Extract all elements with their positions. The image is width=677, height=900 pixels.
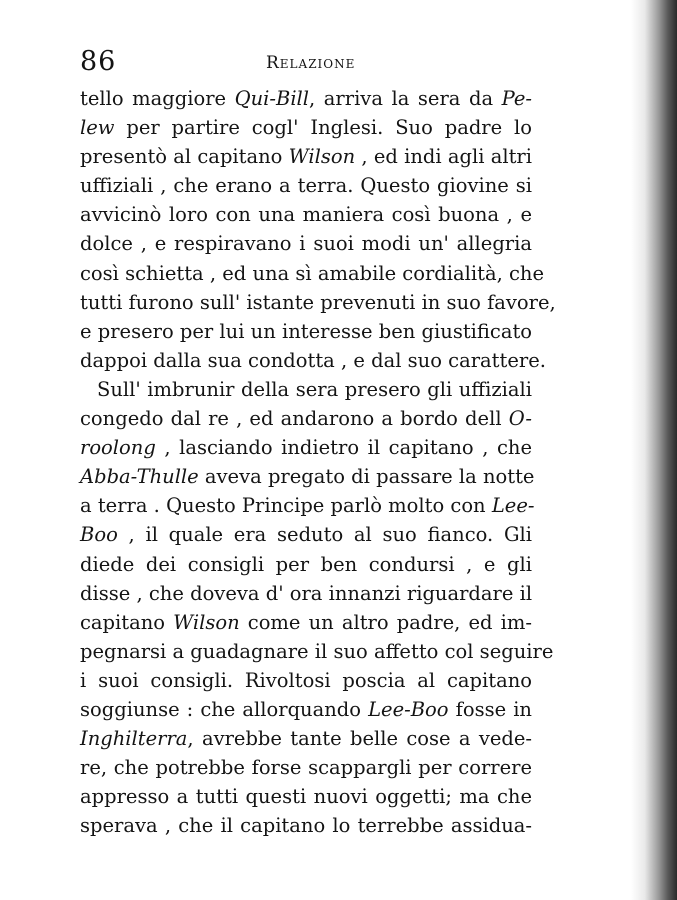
text-segment: tutti furono sull' istante prevenuti in suo favore, <box>80 290 556 314</box>
text-segment: soggiunse : che allorquando <box>80 697 369 721</box>
italic-name: Pe- <box>501 87 532 110</box>
text-line <box>80 666 532 695</box>
body-text <box>80 84 556 840</box>
text-segment: i suoi consigli. Rivoltosi poscia al capitano <box>80 668 532 692</box>
text-segment: dappoi dalla sua condotta , e dal suo carattere. <box>80 348 546 372</box>
book-gutter-edge <box>631 0 677 900</box>
text-segment: fosse in <box>448 697 532 721</box>
text-line <box>80 142 532 171</box>
italic-name: Qui-Bill <box>234 87 310 110</box>
text-segment: disse , che doveva d' ora innanzi riguardare il <box>80 581 533 605</box>
text-segment: re, che potrebbe forse scappargli per correre <box>80 756 532 780</box>
text-segment: congedo dal re , ed andarono a bordo dell <box>80 407 509 431</box>
italic-name: roolong <box>80 436 156 460</box>
text-segment: , avrebbe tante belle cose a vede- <box>187 727 532 751</box>
text-segment: per partire cogl' Inglesi. Suo padre lo <box>114 116 532 140</box>
text-segment: avvicinò loro con una maniera così buona , e <box>80 203 532 227</box>
text-segment: capitano <box>80 610 174 634</box>
text-segment: , lasciando indietro il capitano , che <box>155 436 532 460</box>
text-segment: a terra . Questo Principe parlò molto con <box>80 494 492 518</box>
text-line <box>80 782 532 811</box>
text-line <box>80 200 532 229</box>
running-head: Relazione <box>266 53 356 73</box>
text-segment: aveva pregato di passare la notte <box>198 465 535 489</box>
text-line <box>80 637 554 666</box>
italic-name: Inghilterra <box>80 727 188 751</box>
italic-name: Lee- <box>491 494 535 518</box>
italic-name: Boo <box>80 523 118 547</box>
text-line <box>80 550 532 579</box>
text-line <box>80 811 532 840</box>
text-line <box>80 724 532 753</box>
italic-name: O- <box>508 407 532 431</box>
text-line <box>80 317 532 346</box>
page-header <box>80 46 530 82</box>
text-line <box>80 404 532 433</box>
text-segment: dolce , e respiravano i suoi modi un' allegria <box>80 232 532 256</box>
italic-name: Abba-Thulle <box>80 465 199 489</box>
text-line <box>80 375 532 404</box>
text-segment: tello maggiore <box>80 87 235 110</box>
page-number: 86 <box>80 46 117 77</box>
text-line <box>80 579 532 608</box>
text-segment: sperava , che il capitano lo terrebbe assidua- <box>80 814 532 838</box>
text-line <box>80 433 532 462</box>
text-line <box>80 171 532 200</box>
text-segment: , ed indi agli altri <box>355 145 532 169</box>
text-line <box>80 520 532 549</box>
text-line <box>80 259 544 288</box>
text-segment: appresso a tutti questi nuovi oggetti; ma che <box>80 785 532 809</box>
text-segment: , il quale era seduto al suo fianco. Gli <box>117 523 532 547</box>
text-line <box>80 608 532 637</box>
text-segment: , arriva la sera da <box>309 87 502 110</box>
text-line <box>80 753 532 782</box>
text-line <box>80 229 532 258</box>
text-line <box>80 84 532 113</box>
text-line <box>80 491 535 520</box>
italic-name: Wilson <box>288 145 356 169</box>
text-line <box>80 695 532 724</box>
text-segment: presentò al capitano <box>80 145 289 169</box>
text-line <box>80 113 532 142</box>
text-segment: uffiziali , che erano a terra. Questo giovine si <box>80 174 532 198</box>
text-segment: Sull' imbrunir della sera presero gli uffiziali <box>97 377 532 401</box>
text-segment: così schietta , ed una sì amabile cordialità, che <box>80 261 544 285</box>
italic-name: Wilson <box>173 610 240 634</box>
italic-name: Lee-Boo <box>368 697 449 721</box>
text-line <box>80 346 546 375</box>
text-segment: come un altro padre, ed im- <box>239 610 532 634</box>
text-segment: e presero per lui un interesse ben giustificato <box>80 319 533 343</box>
text-line <box>80 462 535 491</box>
italic-name: lew <box>80 116 115 140</box>
text-line <box>80 288 556 317</box>
text-segment: pegnarsi a guadagnare il suo affetto col seguire <box>80 639 554 663</box>
text-segment: diede dei consigli per ben condursi , e gli <box>80 552 532 576</box>
